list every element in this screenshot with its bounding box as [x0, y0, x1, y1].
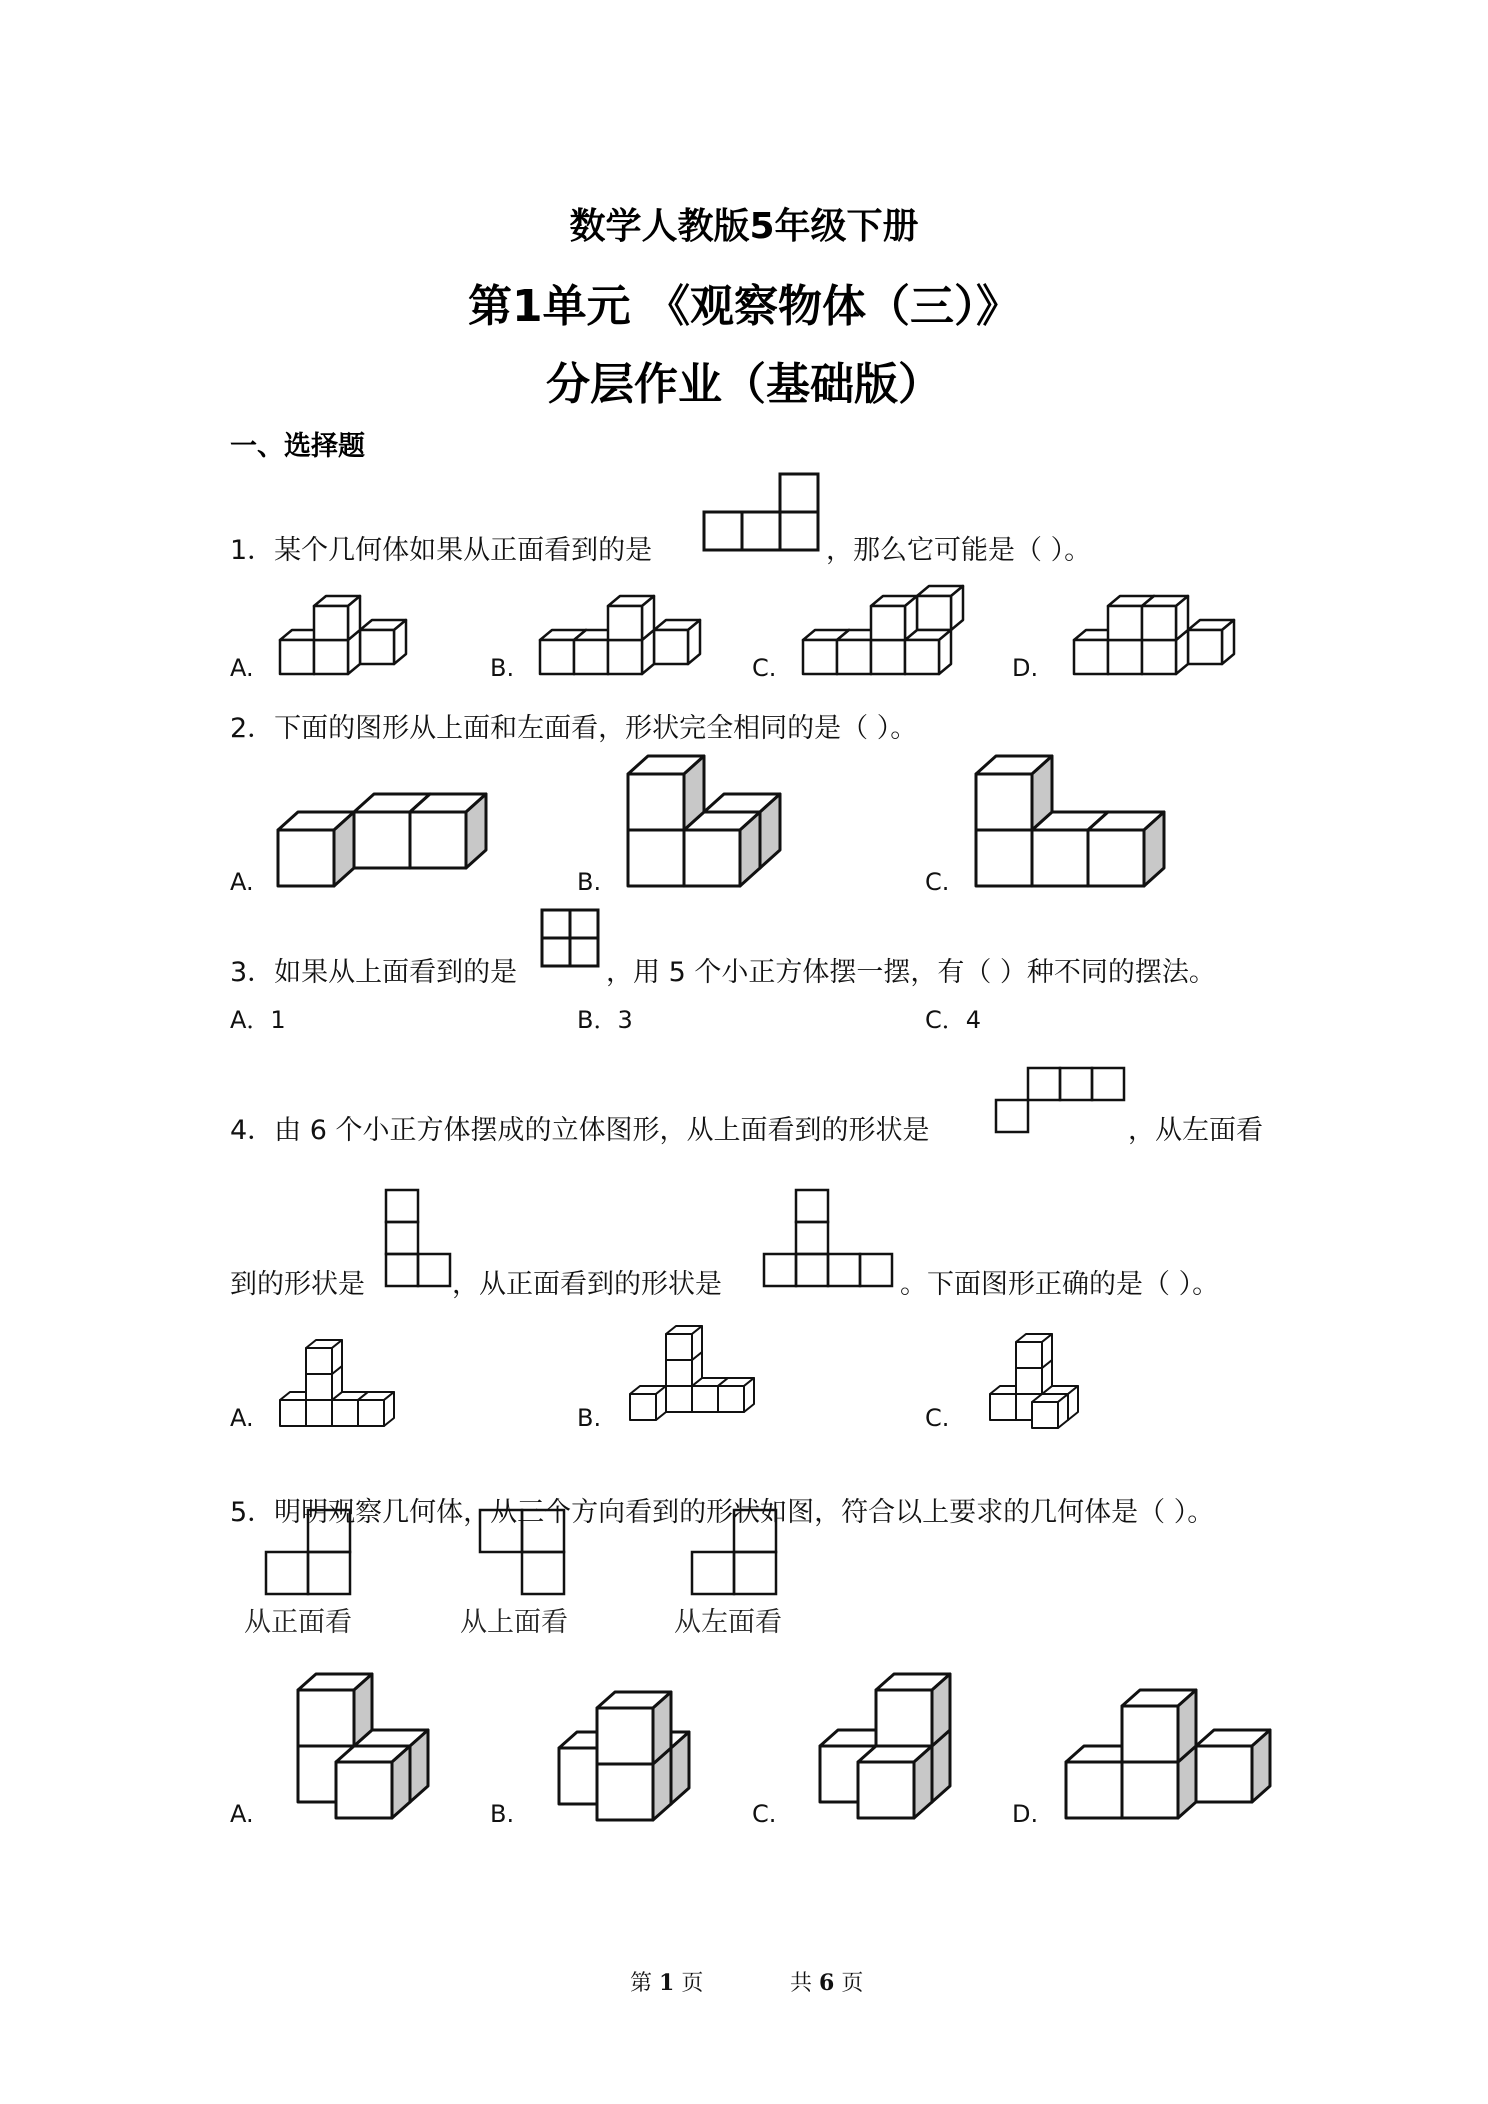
- q1-option-c-label: C.: [752, 654, 777, 682]
- q5-text: 5．明明观察几何体，从三个方向看到的形状如图，符合以上要求的几何体是（ ）。: [230, 1497, 1215, 1528]
- q1-option-b-figure: [530, 588, 690, 678]
- q2-text: 2．下面的图形从上面和左面看，形状完全相同的是（ ）。: [230, 713, 918, 744]
- q5-view-label-top: 从上面看: [460, 1607, 568, 1638]
- q4-front-view-icon: [760, 1186, 896, 1290]
- title-line-3: 分层作业（基础版）: [546, 359, 942, 410]
- q4-top-view-icon: [992, 1064, 1126, 1134]
- q5-option-b-label: B.: [490, 1800, 515, 1828]
- q1-prefix: 1．某个几何体如果从正面看到的是: [230, 535, 653, 566]
- title-line-1: 数学人教版5年级下册: [569, 206, 919, 247]
- q3-suffix: ，用 5 个小正方体摆一摆，有（ ）种不同的摆法。: [606, 957, 1216, 988]
- q4-option-b-figure: [622, 1320, 764, 1424]
- q4-option-a-figure: [272, 1330, 406, 1430]
- q5-option-b-figure: [533, 1686, 673, 1826]
- q2-option-c-figure: [970, 756, 1170, 892]
- q4-line1-prefix: 4．由 6 个小正方体摆成的立体图形，从上面看到的形状是: [230, 1115, 930, 1146]
- q5-option-c-figure: [794, 1664, 934, 1824]
- q1-option-a-figure: [270, 588, 400, 678]
- q2-option-b-label: B.: [577, 868, 602, 896]
- q5-option-d-label: D.: [1012, 1800, 1039, 1828]
- q4-line2-b: ，从正面看到的形状是: [452, 1269, 722, 1300]
- q1-option-d-label: D.: [1012, 654, 1039, 682]
- q5-option-d-figure: [1058, 1664, 1218, 1824]
- q1-option-c-figure: [793, 582, 953, 678]
- q4-line2-c: 。下面图形正确的是（ ）。: [900, 1269, 1220, 1300]
- q4-option-c-figure: [972, 1324, 1092, 1432]
- q2-option-c-label: C.: [925, 868, 950, 896]
- q5-option-a-label: A.: [230, 1800, 254, 1828]
- q3-top-view-icon: [538, 906, 602, 970]
- q5-view-label-left: 从左面看: [674, 1607, 782, 1638]
- q4-option-b-label: B.: [577, 1404, 602, 1432]
- q2-option-a-label: A.: [230, 868, 254, 896]
- q4-option-a-label: A.: [230, 1404, 254, 1432]
- q1-front-view-icon: [700, 468, 822, 552]
- q4-line2-a: 到的形状是: [230, 1269, 365, 1300]
- q3-option-a: A．1: [230, 1006, 286, 1034]
- q4-left-view-icon: [382, 1186, 452, 1290]
- page-number: 第 1 页: [630, 1970, 704, 1996]
- total-pages: 共 6 页: [790, 1970, 864, 1996]
- q1-option-a-label: A.: [230, 654, 254, 682]
- q4-line1-suffix: ，从左面看: [1128, 1115, 1263, 1146]
- q5-front-view-icon: [262, 1506, 354, 1598]
- q5-option-c-label: C.: [752, 1800, 777, 1828]
- q4-option-c-label: C.: [925, 1404, 950, 1432]
- q2-option-b-figure: [622, 756, 782, 892]
- q1-option-b-label: B.: [490, 654, 515, 682]
- section-title: 一、选择题: [230, 431, 365, 462]
- q5-view-label-front: 从正面看: [244, 1607, 352, 1638]
- q5-left-view-icon: [688, 1506, 780, 1598]
- q1-option-d-figure: [1064, 585, 1224, 678]
- q1-suffix: ，那么它可能是（ ）。: [826, 535, 1092, 566]
- q2-option-a-figure: [272, 790, 494, 890]
- q5-option-a-figure: [272, 1664, 412, 1824]
- title-line-2: 第1单元 《观察物体（三）》: [468, 281, 1020, 332]
- q3-option-c: C．4: [925, 1006, 982, 1034]
- q3-prefix: 3．如果从上面看到的是: [230, 957, 518, 988]
- q3-option-b: B．3: [577, 1006, 633, 1034]
- q5-top-view-icon: [476, 1506, 568, 1598]
